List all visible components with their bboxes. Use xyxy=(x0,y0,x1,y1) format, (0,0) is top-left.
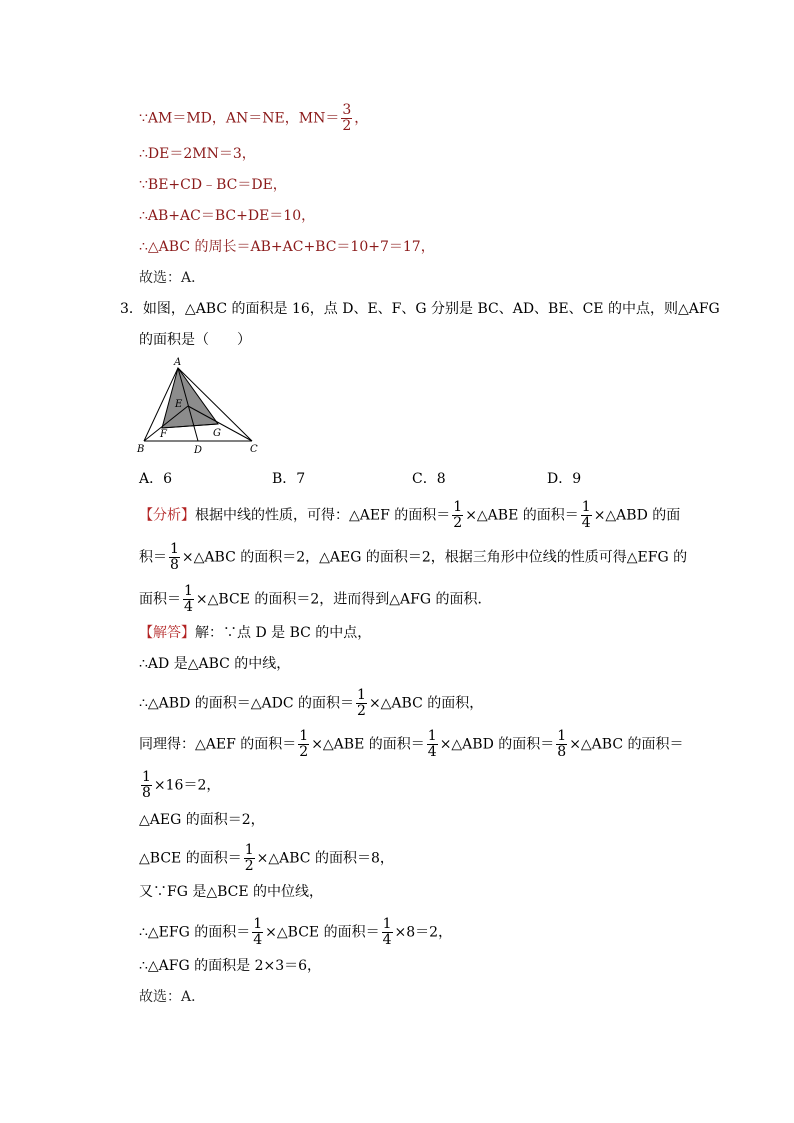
analysis-line-3: 面积＝ $\frac{1}{4}$ ×△BCE 的面积＝2，进而得到△AFG 的面积． xyxy=(139,583,492,615)
question-number: 3． xyxy=(120,301,143,317)
label-b: B xyxy=(137,444,145,455)
option-a: A．6 xyxy=(139,471,173,487)
label-f: F xyxy=(160,429,167,440)
label-d: D xyxy=(194,445,203,456)
fraction: $\frac{1}{2}$ xyxy=(357,687,366,719)
fraction: $\frac{1}{2}$ xyxy=(299,728,309,760)
analysis-line-2: 积＝ $\frac{1}{8}$ ×△ABC 的面积＝2，△AEG 的面积＝2，根据三角形中位线的性质可得△EFG 的 xyxy=(139,541,688,573)
shaded-triangle-afg xyxy=(162,368,218,428)
fraction: $\frac{3}{2}$ xyxy=(342,102,352,134)
prev-line-2: ∴DE＝2MN＝3， xyxy=(139,146,256,162)
label-c: C xyxy=(250,444,258,455)
solution-tag: 【解答】 xyxy=(139,625,195,641)
fraction: $\frac{1}{4}$ xyxy=(581,499,591,531)
analysis-line-1: 【分析】根据中线的性质，可得：△AEF 的面积＝ $\frac{1}{2}$ ×△ABE 的面积＝ $\frac{1}{4}$ ×△ABD 的面 xyxy=(139,499,681,531)
solution-line-3: ∴△ABD 的面积＝△ADC 的面积＝ $\frac{1}{2}$ ×△ABC 的面积， xyxy=(139,687,484,719)
prev-line-3: ∵BE+CD﹣BC＝DE， xyxy=(139,177,287,193)
triangle-figure xyxy=(136,356,266,456)
fraction: $\frac{1}{8}$ xyxy=(142,769,151,801)
solution-line-10: ∴△AFG 的面积是 2×3＝6， xyxy=(139,958,322,974)
option-d: D．9 xyxy=(547,471,582,487)
solution-line-8: 又∵FG 是△BCE 的中位线， xyxy=(139,884,324,900)
solution-line-1: 【解答】解：∵点 D 是 BC 的中点， xyxy=(139,625,372,641)
prev-line-1: ∵AM＝MD，AN＝NE，MN＝ $\frac{3}{2}$ ， xyxy=(139,102,369,134)
fraction: $\frac{1}{2}$ xyxy=(244,842,254,874)
fraction: $\frac{1}{4}$ xyxy=(184,583,193,615)
label-a: A xyxy=(174,357,182,368)
option-b: B．7 xyxy=(272,471,306,487)
solution-line-2: ∴AD 是△ABC 的中线， xyxy=(139,656,291,672)
label-g: G xyxy=(213,428,221,439)
prev-line-6: 故选：A． xyxy=(139,270,206,286)
prev-line-5: ∴△ABC 的周长＝AB+AC+BC＝10+7＝17， xyxy=(139,239,435,255)
fraction: $\frac{1}{8}$ xyxy=(557,728,567,760)
solution-line-9: ∴△EFG 的面积＝ $\frac{1}{4}$ ×△BCE 的面积＝ $\frac{1}{4}$ ×8＝2， xyxy=(139,916,453,948)
question-line-1 xyxy=(120,300,720,318)
question-line-2: 的面积是（ ） xyxy=(139,332,251,348)
question-text: 如图，△ABC 的面积是 16，点 D、E、F、G 分别是 BC、AD、BE、CE 的中点，则△AFG xyxy=(142,301,720,317)
fraction: $\frac{1}{4}$ xyxy=(427,728,437,760)
solution-line-5: $\frac{1}{8}$ ×16＝2， xyxy=(142,769,221,801)
fraction: $\frac{1}{2}$ xyxy=(453,499,463,531)
prev-line-4: ∴AB+AC＝BC+DE＝10， xyxy=(139,208,316,224)
fraction: $\frac{1}{8}$ xyxy=(170,541,179,573)
option-c: C．8 xyxy=(412,471,446,487)
solution-line-4: 同理得：△AEF 的面积＝ $\frac{1}{2}$ ×△ABE 的面积＝ $\frac{1}{4}$ ×△ABD 的面积＝ $\frac{1}{8}$ ×△ABC 的面积＝ xyxy=(139,728,684,760)
fraction: $\frac{1}{4}$ xyxy=(253,916,263,948)
fraction: $\frac{1}{4}$ xyxy=(382,916,392,948)
label-e: E xyxy=(175,399,183,410)
analysis-tag: 【分析】 xyxy=(139,507,195,524)
solution-line-6: △AEG 的面积＝2， xyxy=(139,812,265,828)
prev-line-1-text: ∵AM＝MD，AN＝NE，MN＝ xyxy=(139,110,340,127)
solution-line-11: 故选：A． xyxy=(139,989,206,1005)
solution-line-7: △BCE 的面积＝ $\frac{1}{2}$ ×△ABC 的面积＝8， xyxy=(139,842,394,874)
